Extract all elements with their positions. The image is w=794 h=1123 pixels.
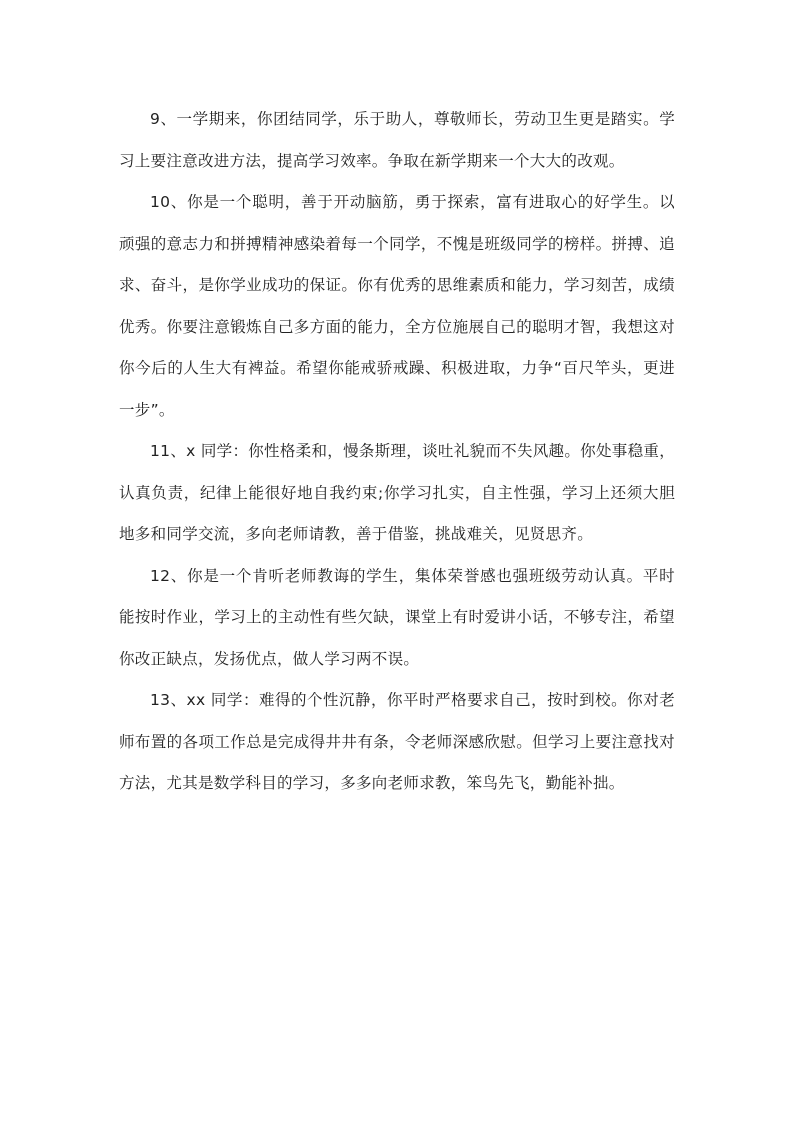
paragraph-13: 13、xx 同学：难得的个性沉静，你平时严格要求自己，按时到校。你对老师布置的各项工作总是完成得井井有条，令老师深感欣慰。但学习上要注意找对方法，尤其是数学科目的学习，多多向老师求教，笨鸟先飞，勤能补拙。 [119, 691, 675, 792]
paragraph-9: 9、一学期来，你团结同学，乐于助人，尊敬师长，劳动卫生更是踏实。学习上要注意改进方法，提高学习效率。争取在新学期来一个大大的改观。 [119, 110, 675, 170]
paragraph-10: 10、你是一个聪明，善于开动脑筋，勇于探索，富有进取心的好学生。以顽强的意志力和拼搏精神感染着每一个同学，不愧是班级同学的榜样。拼搏、追求、奋斗，是你学业成功的保证。你有优秀的思维素质和能力，学习刻苦，成绩优秀。你要注意锻炼自己多方面的能力，全方位施展自己的聪明才智，我想这对你今后的人生大有裨益。希望你能戒骄戒躁、积极进取，力争“百尺竿头，更进一步”。 [119, 193, 675, 419]
paragraph-11: 11、x 同学：你性格柔和，慢条斯理，谈吐礼貌而不失风趣。你处事稳重，认真负责，纪律上能很好地自我约束;你学习扎实，自主性强，学习上还须大胆地多和同学交流，多向老师请教，善于借鉴，挑战难关，见贤思齐。 [119, 442, 675, 543]
paragraph-12: 12、你是一个肯听老师教诲的学生，集体荣誉感也强班级劳动认真。平时能按时作业，学习上的主动性有些欠缺，课堂上有时爱讲小话，不够专注，希望你改正缺点，发扬优点，做人学习两不误。 [119, 566, 675, 668]
document-body [119, 99, 675, 805]
